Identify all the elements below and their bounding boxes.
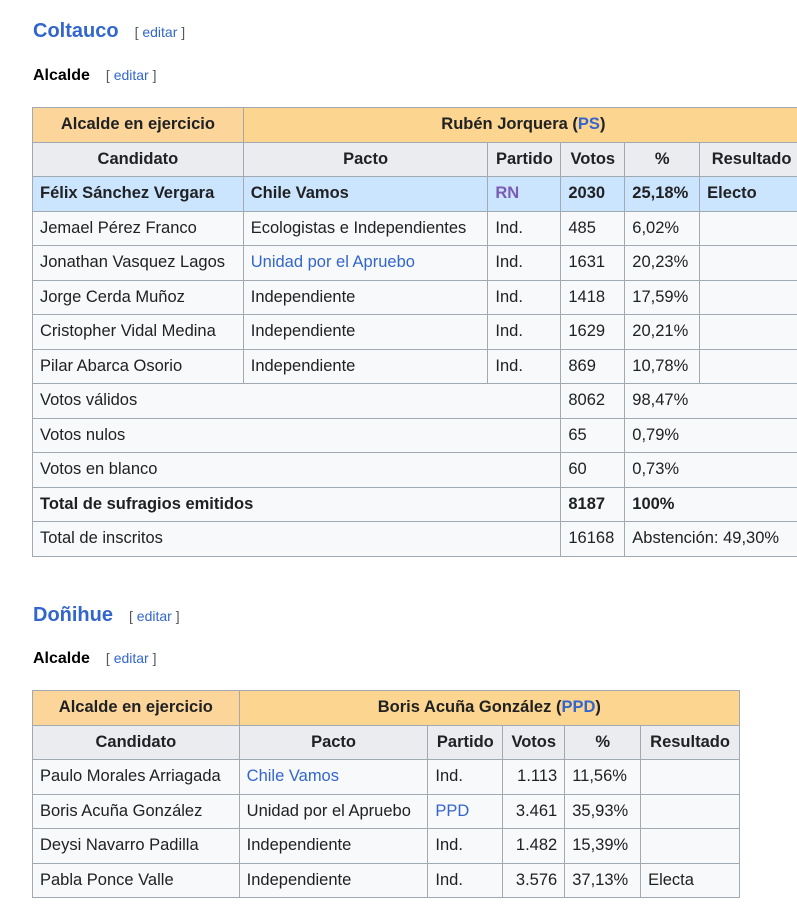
- pact-cell: Independiente: [243, 315, 488, 350]
- pact-cell: Chile Vamos: [243, 177, 488, 212]
- votes-cell: 1631: [561, 246, 625, 281]
- table-row: [33, 760, 740, 795]
- pct-cell: 0,79%: [625, 418, 797, 453]
- result-cell: Electo: [700, 177, 797, 212]
- table-row: [33, 246, 797, 281]
- section-heading-coltauco: [33, 20, 185, 43]
- col-header: Candidato: [33, 142, 244, 177]
- candidate-cell: Cristopher Vidal Medina: [33, 315, 244, 350]
- col-header: Partido: [428, 725, 503, 760]
- party-link[interactable]: PPD: [561, 698, 596, 717]
- party-cell: Ind.: [488, 349, 561, 384]
- pact-cell: [243, 246, 488, 281]
- incumbent-row: [33, 691, 740, 726]
- section-title: Coltauco: [33, 20, 119, 42]
- edit-section-link[interactable]: [ editar ]: [129, 608, 180, 624]
- header-row: [33, 142, 797, 177]
- result-cell: [641, 829, 740, 864]
- pct-cell: 25,18%: [625, 177, 700, 212]
- table-row: [33, 177, 797, 212]
- party-cell: [488, 177, 561, 212]
- pact-cell: Independiente: [239, 863, 428, 898]
- pct-cell: 0,73%: [625, 453, 797, 488]
- votes-cell: 60: [561, 453, 625, 488]
- party-cell: Ind.: [488, 246, 561, 281]
- table-row: [33, 211, 797, 246]
- party-link[interactable]: RN: [495, 184, 520, 203]
- pct-cell: 37,13%: [565, 863, 641, 898]
- results-table-coltauco: [32, 107, 797, 557]
- pct-cell: 20,21%: [625, 315, 700, 350]
- edit-subsection-link[interactable]: [ editar ]: [105, 67, 157, 83]
- candidate-cell: Paulo Morales Arriagada: [33, 760, 240, 795]
- result-cell: [700, 349, 797, 384]
- pct-cell: 17,59%: [625, 280, 700, 315]
- party-link[interactable]: PPD: [435, 801, 470, 820]
- party-cell: Ind.: [488, 315, 561, 350]
- header-row: [33, 725, 740, 760]
- col-header: Pacto: [243, 142, 488, 177]
- summary-row: [33, 384, 797, 419]
- table-row: [33, 315, 797, 350]
- summary-row: [33, 453, 797, 488]
- votes-cell: 1.482: [503, 829, 565, 864]
- party-cell: Ind.: [428, 760, 503, 795]
- edit-subsection-link[interactable]: [ editar ]: [105, 650, 157, 666]
- pct-cell: 98,47%: [625, 384, 797, 419]
- incumbent-label: Alcalde en ejercicio: [33, 691, 240, 726]
- votes-cell: 65: [561, 418, 625, 453]
- party-cell: Ind.: [428, 829, 503, 864]
- pact-cell: [239, 760, 428, 795]
- incumbent-label: Alcalde en ejercicio: [33, 108, 244, 143]
- pct-cell: 11,56%: [565, 760, 641, 795]
- votes-cell: 16168: [561, 522, 625, 557]
- candidate-cell: Jemael Pérez Franco: [33, 211, 244, 246]
- table-row: [33, 794, 740, 829]
- pct-cell: 100%: [625, 487, 797, 522]
- total-inscritos-row: [33, 522, 797, 557]
- summary-label: Votos en blanco: [33, 453, 561, 488]
- candidate-cell: Pabla Ponce Valle: [33, 863, 240, 898]
- incumbent-name: Rubén Jorquera (PS): [243, 108, 797, 143]
- summary-row: [33, 418, 797, 453]
- incumbent-name: Boris Acuña González (PPD): [239, 691, 739, 726]
- col-header: Candidato: [33, 725, 240, 760]
- summary-label: Total de sufragios emitidos: [33, 487, 561, 522]
- abstention-cell: Abstención: 49,30%: [625, 522, 797, 557]
- subsection-heading-alcalde: [33, 650, 157, 668]
- subsection-title: Alcalde: [33, 67, 90, 84]
- party-link[interactable]: PS: [577, 115, 600, 134]
- party-cell: [428, 794, 503, 829]
- section-heading-donihue: [33, 604, 180, 627]
- votes-cell: 3.576: [503, 863, 565, 898]
- pact-cell: Unidad por el Apruebo: [239, 794, 428, 829]
- votes-cell: 1418: [561, 280, 625, 315]
- col-header: Pacto: [239, 725, 428, 760]
- result-cell: [700, 315, 797, 350]
- result-cell: [700, 246, 797, 281]
- votes-cell: 1629: [561, 315, 625, 350]
- summary-label: Total de inscritos: [33, 522, 561, 557]
- table-row: [33, 829, 740, 864]
- col-header: %: [625, 142, 700, 177]
- table-row: [33, 349, 797, 384]
- candidate-cell: Boris Acuña González: [33, 794, 240, 829]
- result-cell: [700, 211, 797, 246]
- party-cell: Ind.: [428, 863, 503, 898]
- table-row: [33, 863, 740, 898]
- pact-cell: Ecologistas e Independientes: [243, 211, 488, 246]
- party-cell: Ind.: [488, 211, 561, 246]
- result-cell: Electa: [641, 863, 740, 898]
- pact-link[interactable]: Chile Vamos: [246, 767, 339, 786]
- total-emitidos-row: [33, 487, 797, 522]
- candidate-cell: Félix Sánchez Vergara: [33, 177, 244, 212]
- results-table-donihue: [32, 690, 740, 898]
- result-cell: [700, 280, 797, 315]
- result-cell: [641, 760, 740, 795]
- pact-link[interactable]: Unidad por el Apruebo: [250, 253, 415, 272]
- col-header: Votos: [503, 725, 565, 760]
- votes-cell: 3.461: [503, 794, 565, 829]
- votes-cell: 869: [561, 349, 625, 384]
- pct-cell: 10,78%: [625, 349, 700, 384]
- section-title: Doñihue: [33, 604, 113, 626]
- col-header: Partido: [488, 142, 561, 177]
- pct-cell: 6,02%: [625, 211, 700, 246]
- col-header: Resultado: [641, 725, 740, 760]
- pct-cell: 20,23%: [625, 246, 700, 281]
- col-header: %: [565, 725, 641, 760]
- pct-cell: 15,39%: [565, 829, 641, 864]
- col-header: Resultado: [700, 142, 797, 177]
- table-row: [33, 280, 797, 315]
- pact-cell: Independiente: [239, 829, 428, 864]
- votes-cell: 2030: [561, 177, 625, 212]
- pact-cell: Independiente: [243, 349, 488, 384]
- subsection-title: Alcalde: [33, 650, 90, 667]
- votes-cell: 8187: [561, 487, 625, 522]
- candidate-cell: Jonathan Vasquez Lagos: [33, 246, 244, 281]
- votes-cell: 485: [561, 211, 625, 246]
- votes-cell: 8062: [561, 384, 625, 419]
- edit-section-link[interactable]: [ editar ]: [134, 24, 186, 40]
- votes-cell: 1.113: [503, 760, 565, 795]
- candidate-cell: Jorge Cerda Muñoz: [33, 280, 244, 315]
- incumbent-row: [33, 108, 797, 143]
- summary-label: Votos nulos: [33, 418, 561, 453]
- party-cell: Ind.: [488, 280, 561, 315]
- candidate-cell: Pilar Abarca Osorio: [33, 349, 244, 384]
- col-header: Votos: [561, 142, 625, 177]
- result-cell: [641, 794, 740, 829]
- candidate-cell: Deysi Navarro Padilla: [33, 829, 240, 864]
- summary-label: Votos válidos: [33, 384, 561, 419]
- pact-cell: Independiente: [243, 280, 488, 315]
- subsection-heading-alcalde: [33, 67, 157, 85]
- pct-cell: 35,93%: [565, 794, 641, 829]
